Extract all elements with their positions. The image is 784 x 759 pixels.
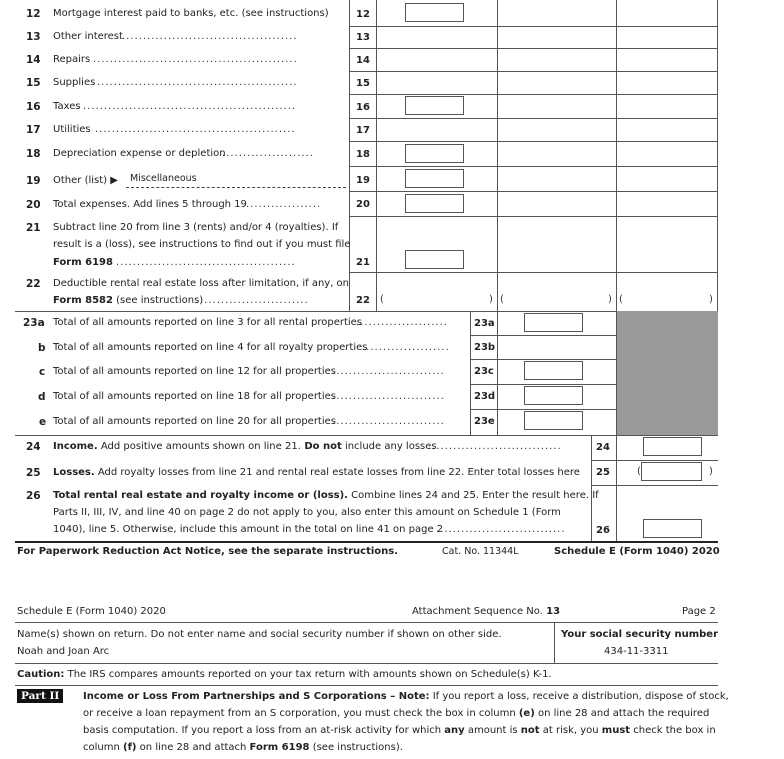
line-number: 25 (26, 467, 41, 479)
dashed-line (126, 187, 346, 188)
line-code: 21 (356, 257, 370, 268)
open-paren: ( (380, 294, 384, 305)
open-paren: ( (500, 294, 504, 305)
leader-dots: ................................................ (97, 77, 298, 88)
row-line (470, 335, 616, 336)
line-label: result is a (loss), see instructions to find out if you must file (53, 239, 351, 250)
line-label: Taxes (53, 101, 81, 112)
line-label: Repairs (53, 54, 91, 65)
line-label: Parts II, III, IV, and line 40 on page 2 do not apply to you, also enter this amount on Schedule 1 (Form (53, 507, 561, 518)
line-code: 23a (474, 318, 495, 329)
line-number: 21 (26, 222, 41, 234)
line-code: 24 (596, 442, 610, 453)
part-ii-badge: Part II (17, 689, 63, 703)
row-line (349, 216, 717, 217)
line-label: Total rental real estate and royalty income or (loss). Combine lines 24 and 25. Enter the result here. If (53, 490, 599, 501)
amount-field[interactable] (524, 361, 583, 380)
line-code: 25 (596, 467, 610, 478)
line-number: 17 (26, 124, 41, 136)
line-label: Mortgage interest paid to banks, etc. (see instructions) (53, 8, 329, 19)
grid-line (554, 622, 555, 663)
names-label: Name(s) shown on return. Do not enter name and social security number if shown on other side. (17, 629, 502, 640)
part-ii-line-2: or receive a loan repayment from an S corporation, you must check the box in column (e) on line 28 and attach the required (83, 708, 710, 719)
leader-dots: ................................ (428, 441, 562, 452)
taxpayer-names: Noah and Joan Arc (17, 646, 110, 657)
row-line (15, 663, 718, 664)
row-line (349, 94, 717, 95)
shaded-area (617, 311, 718, 435)
line-code: 12 (356, 9, 370, 20)
row-line (349, 118, 717, 119)
line-label: Total of all amounts reported on line 20 for all properties (53, 416, 336, 427)
leader-dots: ........................... (332, 416, 445, 427)
close-paren: ) (709, 294, 713, 305)
grid-line (616, 435, 617, 541)
row-line (349, 48, 717, 49)
grid-line (376, 0, 377, 312)
line-number: 19 (26, 175, 41, 187)
part-ii-line-3: basis computation. If you report a loss from an at-risk activity for which any amount is not at risk, you must check the box in (83, 725, 716, 736)
grid-line (497, 0, 498, 312)
line-label: Other interest (53, 31, 123, 42)
close-paren: ) (608, 294, 612, 305)
leader-dots: ................................................. (93, 54, 298, 65)
leader-dots: .......................................... (122, 31, 298, 42)
amount-field[interactable] (643, 519, 702, 538)
page-number: Page 2 (682, 606, 716, 617)
amount-field[interactable] (405, 194, 464, 213)
footer-rule (15, 541, 718, 543)
row-line (349, 166, 717, 167)
line-number: 16 (26, 101, 41, 113)
form-name-footer: Schedule E (Form 1040) 2020 (554, 546, 720, 557)
leader-dots: ................................................ (95, 124, 296, 135)
line-code: 23e (474, 416, 495, 427)
leader-dots: ........................... (332, 366, 445, 377)
line-number: 23a (23, 317, 45, 329)
line-number: c (39, 366, 46, 378)
line-code: 17 (356, 125, 370, 136)
amount-field[interactable] (524, 313, 583, 332)
form-name-header: Schedule E (Form 1040) 2020 (17, 606, 166, 617)
leader-dots: ...................... (222, 148, 314, 159)
line-label: Total of all amounts reported on line 18 for all properties (53, 391, 336, 402)
line-number: 12 (26, 8, 41, 20)
leader-dots: ........................................... (116, 257, 296, 268)
line-label: Depreciation expense or depletion (53, 148, 226, 159)
line-label: Utilities (53, 124, 91, 135)
line-number: b (38, 342, 46, 354)
open-paren: ( (637, 466, 641, 477)
line-number: 26 (26, 490, 41, 502)
row-line (470, 409, 616, 410)
line-code: 22 (356, 295, 370, 306)
line-label: Form 8582 (see instructions) (53, 295, 204, 306)
line-label: Total of all amounts reported on line 3 for all rental properties (53, 317, 363, 328)
row-line (349, 26, 717, 27)
row-line (470, 359, 616, 360)
line-number: 13 (26, 31, 41, 43)
paperwork-notice: For Paperwork Reduction Act Notice, see the separate instructions. (17, 546, 399, 557)
line-number: 20 (26, 199, 41, 211)
line-code: 26 (596, 525, 610, 536)
close-paren: ) (489, 294, 493, 305)
line-label: Total of all amounts reported on line 4 for all royalty properties (53, 342, 368, 353)
leader-dots: ........................... (332, 391, 445, 402)
amount-field[interactable] (405, 169, 464, 188)
line-code: 15 (356, 78, 370, 89)
line-code: 13 (356, 32, 370, 43)
other-description: Miscellaneous (130, 173, 197, 184)
line-code: 14 (356, 55, 370, 66)
amount-field[interactable] (524, 386, 583, 405)
open-paren: ( (619, 294, 623, 305)
amount-field[interactable] (641, 462, 702, 481)
line-label: Deductible rental real estate loss after limitation, if any, on (53, 278, 350, 289)
amount-field[interactable] (405, 3, 464, 22)
line-label: Total expenses. Add lines 5 through 19 (53, 199, 247, 210)
ssn-label: Your social security number (561, 629, 719, 640)
line-label: 1040), line 5. Otherwise, include this amount in the total on line 41 on page 2 (53, 524, 444, 535)
row-line (349, 141, 717, 142)
amount-field[interactable] (405, 144, 464, 163)
part-ii-line-4: column (f) on line 28 and attach Form 6198 (see instructions). (83, 742, 403, 753)
amount-field[interactable] (524, 411, 583, 430)
line-code: 23b (474, 342, 496, 353)
amount-field[interactable] (405, 96, 464, 115)
line-label: Income. Add positive amounts shown on line 21. Do not include any losses (53, 441, 437, 452)
row-line (349, 71, 717, 72)
grid-line (497, 311, 498, 436)
leader-dots: ..................... (362, 342, 450, 353)
caution-text: Caution: The IRS compares amounts reported on your tax return with amounts shown on Schedule(s) K-1. (17, 669, 552, 680)
grid-line (717, 0, 718, 312)
leader-dots: ................................................... (83, 101, 297, 112)
line-code: 18 (356, 149, 370, 160)
row-line (349, 191, 717, 192)
ssn-value: 434-11-3311 (604, 646, 669, 657)
line-label: Total of all amounts reported on line 12 for all properties (53, 366, 336, 377)
line-number: 15 (26, 77, 41, 89)
line-number: d (38, 391, 46, 403)
line-number: 24 (26, 441, 41, 453)
row-line (591, 460, 718, 461)
grid-line (591, 435, 592, 541)
row-line (15, 311, 718, 312)
line-code: 16 (356, 102, 370, 113)
row-line (591, 485, 718, 486)
amount-field[interactable] (643, 437, 702, 456)
line-code: 23d (474, 391, 496, 402)
row-line (349, 272, 717, 273)
line-label: Subtract line 20 from line 3 (rents) and/or 4 (royalties). If (53, 222, 339, 233)
leader-dots: .................. (246, 199, 322, 210)
line-label: Other (list) ▶ (53, 175, 118, 186)
grid-line (470, 311, 471, 436)
line-code: 19 (356, 175, 370, 186)
line-number: e (39, 416, 47, 428)
line-number: 14 (26, 54, 41, 66)
row-line (15, 435, 718, 436)
line-label: Form 6198 (53, 257, 113, 268)
grid-line (349, 0, 350, 312)
line-number: 22 (26, 278, 41, 290)
header-rule (15, 622, 718, 623)
grid-line (616, 0, 617, 312)
line-label: Losses. Add royalty losses from line 21 and rental real estate losses from line 22. Enter total losses here (53, 467, 580, 478)
line-number: 18 (26, 148, 41, 160)
cat-number: Cat. No. 11344L (442, 546, 519, 557)
amount-field[interactable] (405, 250, 464, 269)
part-ii-line-1: Income or Loss From Partnerships and S Corporations – Note: If you report a loss, receive a distribution, dispose of stock, (83, 691, 729, 702)
leader-dots: ............................... (436, 524, 566, 535)
leader-dots: ...................... (356, 317, 448, 328)
row-line (15, 685, 718, 686)
close-paren: ) (709, 466, 713, 477)
leader-dots: .......................... (200, 295, 309, 306)
row-line (470, 384, 616, 385)
line-label: Supplies (53, 77, 96, 88)
line-code: 20 (356, 199, 370, 210)
attachment-sequence: Attachment Sequence No. 13 (412, 606, 561, 617)
line-code: 23c (474, 366, 494, 377)
